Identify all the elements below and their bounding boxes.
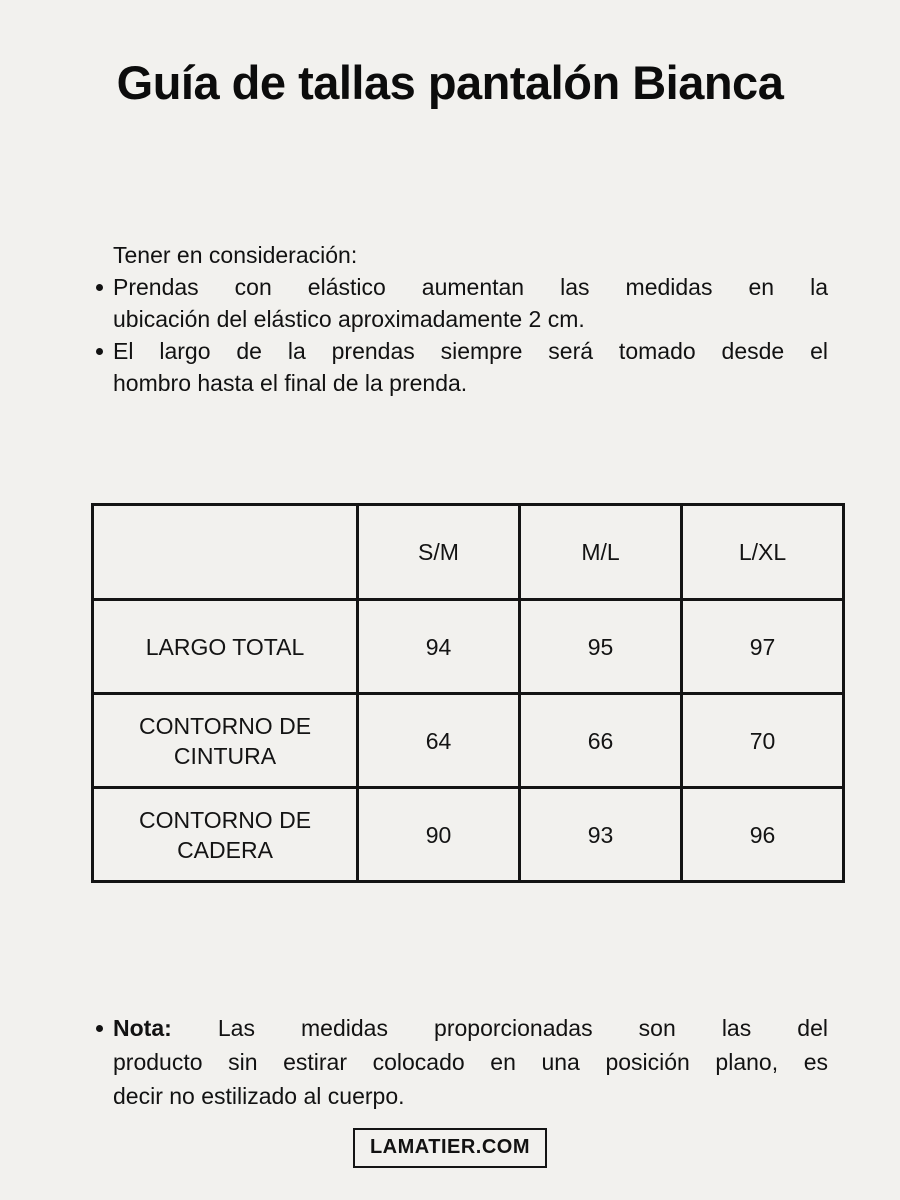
bullet-text-line: Prendas con elástico aumentan las medidas en la — [113, 274, 828, 301]
table-header-size-lxl: L/XL — [682, 505, 844, 600]
considerations-section — [92, 239, 828, 399]
size-table — [91, 503, 845, 883]
note-line-rest: Las medidas proporcionadas son las del — [217, 1015, 828, 1042]
cell-value: 97 — [682, 600, 844, 694]
table-header-size-ml: M/L — [520, 505, 682, 600]
cell-value: 64 — [358, 694, 520, 788]
cell-value: 66 — [520, 694, 682, 788]
cell-value: 96 — [682, 788, 844, 882]
bullet-text-line: ubicación del elástico aproximadamente 2 cm. — [113, 306, 585, 333]
table-row-contorno-cadera — [93, 788, 844, 882]
cell-value: 95 — [520, 600, 682, 694]
row-label: CONTORNO DE CADERA — [93, 788, 358, 882]
brand-box — [353, 1128, 547, 1168]
note-text-line: producto sin estirar colocado en una posición plano, es — [113, 1049, 828, 1076]
consideration-bullet-length — [92, 335, 828, 399]
table-header-size-sm: S/M — [358, 505, 520, 600]
page-title: Guía de tallas pantalón Bianca — [116, 56, 784, 109]
note-text-line: decir no estilizado al cuerpo. — [113, 1083, 405, 1110]
cell-value: 93 — [520, 788, 682, 882]
table-row-contorno-cintura — [93, 694, 844, 788]
note-section — [92, 1011, 828, 1113]
cell-value: 70 — [682, 694, 844, 788]
row-label: LARGO TOTAL — [93, 600, 358, 694]
brand-text: LAMATIER.COM — [369, 1136, 531, 1159]
row-label: CONTORNO DE CINTURA — [93, 694, 358, 788]
consideration-bullet-elastic — [92, 271, 828, 335]
table-header-row — [93, 505, 844, 600]
considerations-heading: Tener en consideración: — [113, 242, 358, 269]
cell-value: 90 — [358, 788, 520, 882]
bullet-text-line: hombro hasta el final de la prenda. — [113, 370, 468, 397]
bullet-text-line: El largo de la prendas siempre será tomado desde el — [113, 338, 828, 365]
note-label: Nota: — [113, 1015, 172, 1042]
table-header-empty — [93, 505, 358, 600]
footer — [0, 1128, 900, 1168]
table-row-largo-total — [93, 600, 844, 694]
cell-value: 94 — [358, 600, 520, 694]
note-text-line — [113, 1011, 828, 1045]
note-bullet — [92, 1011, 828, 1113]
